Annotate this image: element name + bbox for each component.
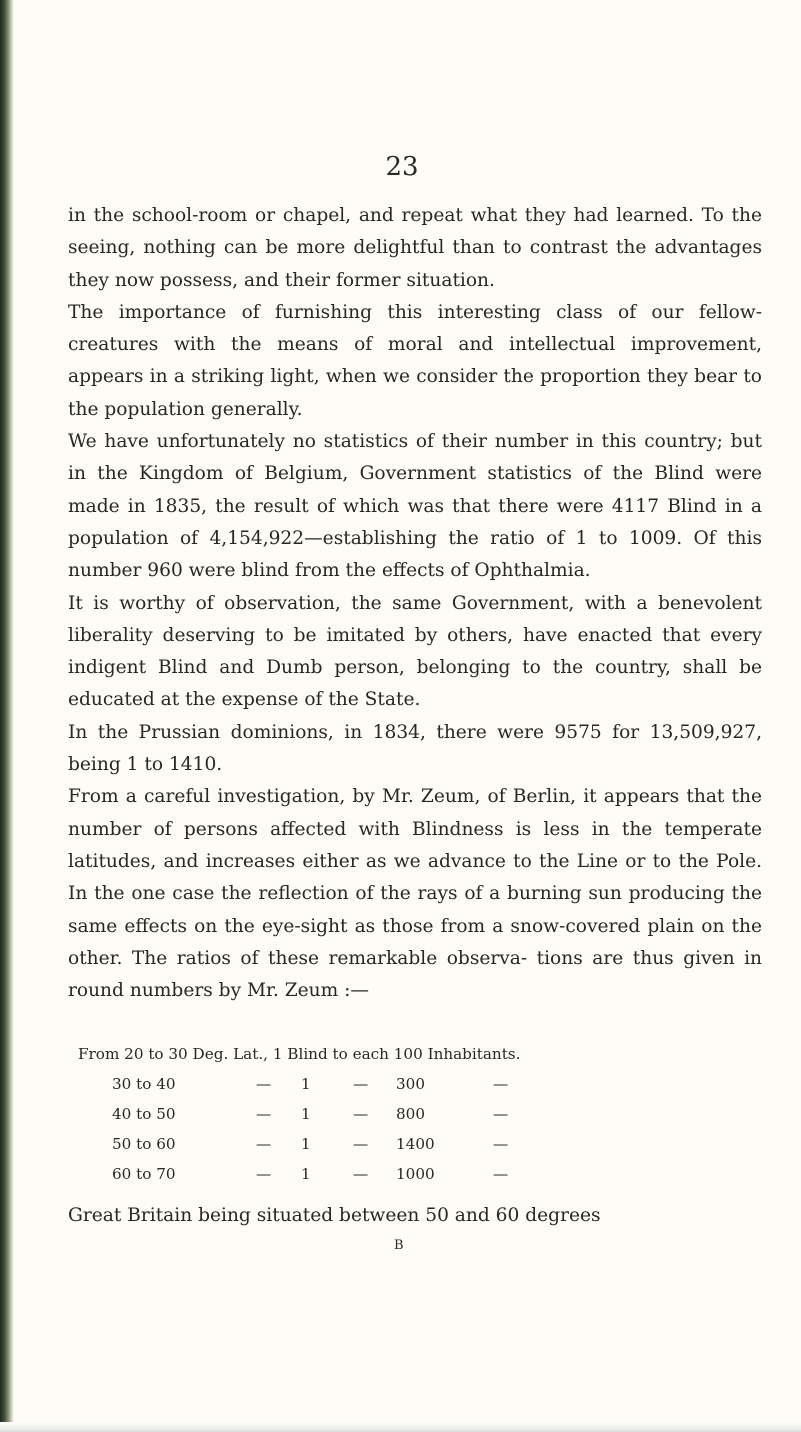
ditto-dash: — <box>493 1075 509 1093</box>
blind-count: 1 <box>301 1105 311 1123</box>
paragraph-1: in the school-room or chapel, and repeat what they had learned. To the seeing, nothing can be more delightful than to contrast the advantages they now possess, and their former situation. <box>68 205 762 291</box>
inhabitants-count: 800 <box>396 1105 425 1123</box>
page-bottom-edge <box>0 1422 801 1432</box>
ditto-dash: — <box>353 1135 369 1153</box>
ditto-dash: — <box>353 1105 369 1123</box>
paragraph-4: It is worthy of observation, the same Government, with a benevolent liberality deserving to be imitated by others, have enacted that every indigent Blind and Dumb person, belonging to the country, shall be educated at the expense of the State. <box>68 592 762 711</box>
paragraph-6: From a careful investigation, by Mr. Zeum, of Berlin, it appears that the number of persons affected with Blindness is less in the temperate latitudes, and increases either as we advance to the Line or to the Pole. In the one case the reflection of the rays of a burning sun producing the same effects on the eye-sight as those from a snow-covered plain on the other. The ratios of these remarkable observa- tions are thus given in round numbers by Mr. Zeum :— <box>68 786 762 1002</box>
latitude-ratio-table <box>78 1045 778 1195</box>
table-header: From 20 to 30 Deg. Lat., 1 Blind to each 100 Inhabitants. <box>78 1045 521 1063</box>
table-row <box>78 1105 778 1135</box>
ditto-dash: — <box>493 1135 509 1153</box>
ditto-dash: — <box>256 1075 272 1093</box>
signature-mark: B <box>394 1238 404 1253</box>
paragraph-3: We have unfortunately no statistics of their number in this country; but in the Kingdom of Belgium, Government statistics of the Blind were made in 1835, the result of which was that there were 4117 Blind in a population of 4,154,922—establishing the ratio of 1 to 1009. Of this number 960 were blind from the effects of Ophthalmia. <box>68 431 762 582</box>
closing-line: Great Britain being situated between 50 and 60 degrees <box>68 1205 601 1226</box>
ditto-dash: — <box>493 1165 509 1183</box>
latitude-range: 40 to 50 <box>112 1105 176 1123</box>
table-row <box>78 1165 778 1195</box>
ditto-dash: — <box>493 1105 509 1123</box>
ditto-dash: — <box>256 1105 272 1123</box>
ditto-dash: — <box>353 1075 369 1093</box>
blind-count: 1 <box>301 1165 311 1183</box>
latitude-range: 50 to 60 <box>112 1135 176 1153</box>
latitude-range: 60 to 70 <box>112 1165 176 1183</box>
page-number: 23 <box>385 152 419 182</box>
blind-count: 1 <box>301 1075 311 1093</box>
paragraph-5: In the Prussian dominions, in 1834, there were 9575 for 13,509,927, being 1 to 1410. <box>68 721 762 776</box>
ditto-dash: — <box>256 1135 272 1153</box>
inhabitants-count: 300 <box>396 1075 425 1093</box>
table-row <box>78 1135 778 1165</box>
inhabitants-count: 1000 <box>396 1165 435 1183</box>
body-text <box>68 200 762 1007</box>
ditto-dash: — <box>256 1165 272 1183</box>
table-row <box>78 1075 778 1105</box>
latitude-range: 30 to 40 <box>112 1075 176 1093</box>
inhabitants-count: 1400 <box>396 1135 435 1153</box>
ditto-dash: — <box>353 1165 369 1183</box>
paragraph-2: The importance of furnishing this interesting class of our fellow-creatures with the means of moral and intellectual improvement, appears in a striking light, when we consider the proportion they bear to the population generally. <box>68 301 762 420</box>
table-header-row <box>78 1045 778 1075</box>
binding-edge <box>0 0 14 1432</box>
blind-count: 1 <box>301 1135 311 1153</box>
